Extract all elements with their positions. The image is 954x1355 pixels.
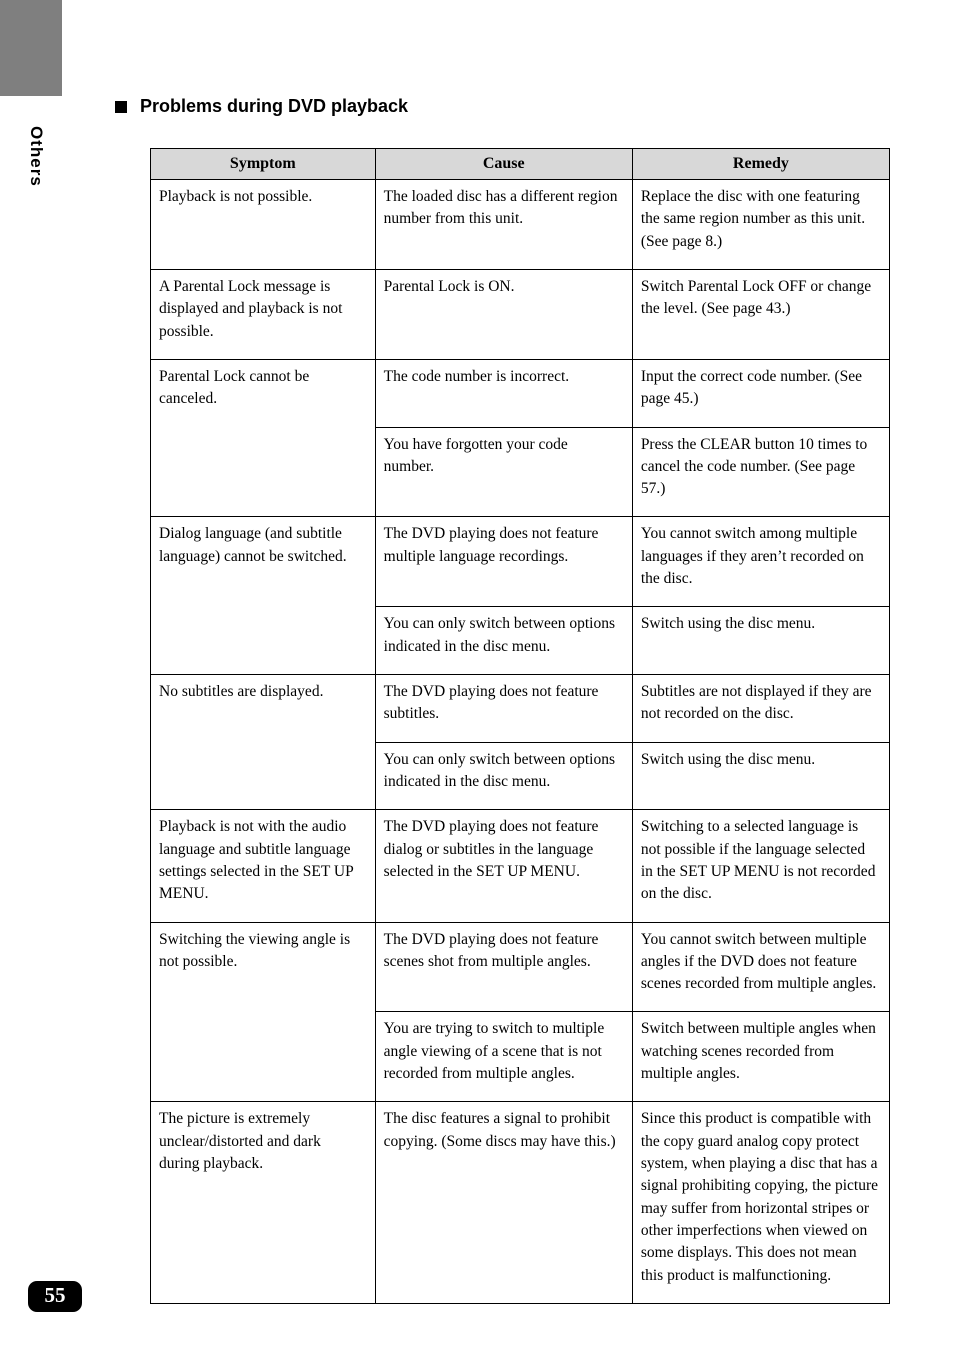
remedy-cell: Switch using the disc menu.: [632, 742, 889, 810]
column-header-cause: Cause: [375, 149, 632, 180]
table-row: [151, 675, 890, 743]
symptom-cell: A Parental Lock message is displayed and playback is not possible.: [151, 269, 376, 359]
table-row: [151, 517, 890, 607]
cause-cell: You have forgotten your code number.: [375, 427, 632, 517]
table-row: [151, 359, 890, 427]
page-number-badge: 55: [28, 1281, 82, 1312]
column-header-remedy: Remedy: [632, 149, 889, 180]
cause-cell: The DVD playing does not feature scenes shot from multiple angles.: [375, 922, 632, 1012]
cause-cell: Parental Lock is ON.: [375, 269, 632, 359]
remedy-cell: Switch between multiple angles when watching scenes recorded from multiple angles.: [632, 1012, 889, 1102]
remedy-cell: You cannot switch between multiple angles if the DVD does not feature scenes recorded from multiple angles.: [632, 922, 889, 1012]
cause-cell: The DVD playing does not feature dialog or subtitles in the language selected in the SET UP MENU.: [375, 810, 632, 922]
symptom-cell: Switching the viewing angle is not possible.: [151, 922, 376, 1102]
column-header-symptom: Symptom: [151, 149, 376, 180]
symptom-cell: Playback is not with the audio language and subtitle language settings selected in the SET UP MENU.: [151, 810, 376, 922]
cause-cell: You can only switch between options indicated in the disc menu.: [375, 742, 632, 810]
header-row: [151, 149, 890, 180]
section-label: Others: [27, 126, 46, 187]
remedy-cell: Switch using the disc menu.: [632, 607, 889, 675]
square-bullet-icon: [115, 101, 127, 113]
table-row: [151, 1102, 890, 1304]
cause-cell: You are trying to switch to multiple angle viewing of a scene that is not recorded from multiple angles.: [375, 1012, 632, 1102]
page-title: Problems during DVD playback: [140, 96, 409, 116]
cause-cell: You can only switch between options indicated in the disc menu.: [375, 607, 632, 675]
symptom-cell: Playback is not possible.: [151, 180, 376, 270]
table-row: [151, 810, 890, 922]
remedy-cell: Subtitles are not displayed if they are not recorded on the disc.: [632, 675, 889, 743]
remedy-cell: Press the CLEAR button 10 times to cancel the code number. (See page 57.): [632, 427, 889, 517]
remedy-cell: Replace the disc with one featuring the same region number as this unit. (See page 8.): [632, 180, 889, 270]
symptom-cell: Dialog language (and subtitle language) cannot be switched.: [151, 517, 376, 675]
cause-cell: The disc features a signal to prohibit copying. (Some discs may have this.): [375, 1102, 632, 1304]
section-heading: [115, 96, 408, 117]
remedy-cell: Since this product is compatible with the copy guard analog copy protect system, when playing a disc that has a signal prohibiting copying, the picture may suffer from horizontal stripes or other imperfections when viewed on some displays. This does not mean this product is malfunctioning.: [632, 1102, 889, 1304]
remedy-cell: Switching to a selected language is not possible if the language selected in the SET UP MENU is not recorded on the disc.: [632, 810, 889, 922]
table-row: [151, 180, 890, 270]
table-body: [151, 180, 890, 1304]
troubleshooting-table: [150, 148, 890, 1304]
symptom-cell: The picture is extremely unclear/distorted and dark during playback.: [151, 1102, 376, 1304]
symptom-cell: No subtitles are displayed.: [151, 675, 376, 810]
cause-cell: The code number is incorrect.: [375, 359, 632, 427]
remedy-cell: You cannot switch among multiple languages if they aren’t recorded on the disc.: [632, 517, 889, 607]
table-row: [151, 922, 890, 1012]
remedy-cell: Switch Parental Lock OFF or change the level. (See page 43.): [632, 269, 889, 359]
symptom-cell: Parental Lock cannot be canceled.: [151, 359, 376, 517]
table-row: [151, 269, 890, 359]
table-header: [151, 149, 890, 180]
corner-tab: [0, 0, 62, 96]
remedy-cell: Input the correct code number. (See page 45.): [632, 359, 889, 427]
cause-cell: The DVD playing does not feature multiple language recordings.: [375, 517, 632, 607]
cause-cell: The DVD playing does not feature subtitles.: [375, 675, 632, 743]
cause-cell: The loaded disc has a different region number from this unit.: [375, 180, 632, 270]
